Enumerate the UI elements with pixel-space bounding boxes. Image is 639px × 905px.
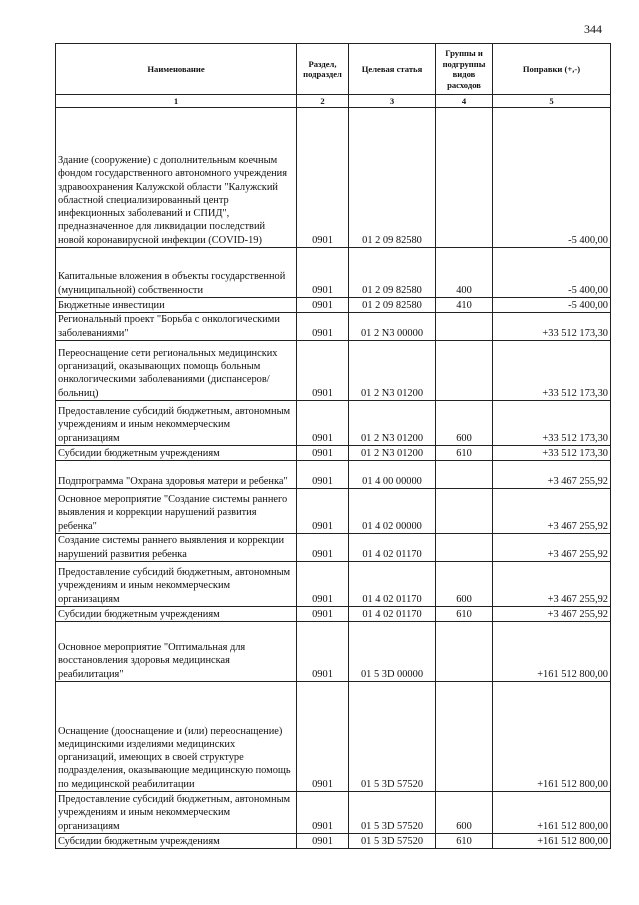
row-group-cell: 600 [436, 792, 493, 834]
row-section-cell: 0901 [297, 534, 349, 562]
row-group-cell [436, 534, 493, 562]
row-section-cell: 0901 [297, 108, 349, 248]
row-name-cell: Предоставление субсидий бюджетным, автономным учреждениям и иным некоммерческим организациям [56, 562, 297, 607]
row-group-cell [436, 313, 493, 341]
budget-table [55, 43, 611, 849]
row-article-cell: 01 4 02 01170 [349, 534, 436, 562]
row-name-cell: Субсидии бюджетным учреждениям [56, 607, 297, 622]
row-article-cell: 01 2 N3 00000 [349, 313, 436, 341]
row-name-cell: Создание системы раннего выявления и коррекции нарушений развития ребенка [56, 534, 297, 562]
row-group-cell [436, 461, 493, 489]
row-group-cell [436, 489, 493, 534]
table-row [56, 607, 611, 622]
column-number-row [56, 95, 611, 108]
table-row [56, 313, 611, 341]
table-row [56, 298, 611, 313]
row-group-cell [436, 341, 493, 401]
row-amount-cell: +33 512 173,30 [493, 446, 611, 461]
row-section-cell: 0901 [297, 792, 349, 834]
table-row [56, 534, 611, 562]
table-row [56, 792, 611, 834]
row-name-cell: Субсидии бюджетным учреждениям [56, 446, 297, 461]
row-article-cell: 01 2 09 82580 [349, 108, 436, 248]
row-section-cell: 0901 [297, 607, 349, 622]
row-amount-cell: +161 512 800,00 [493, 834, 611, 849]
row-name-cell: Основное мероприятие "Оптимальная для восстановления здоровья медицинская реабилитация" [56, 622, 297, 682]
row-amount-cell: +33 512 173,30 [493, 341, 611, 401]
row-amount-cell: +3 467 255,92 [493, 607, 611, 622]
table-row [56, 248, 611, 298]
row-article-cell: 01 5 3D 57520 [349, 834, 436, 849]
row-article-cell: 01 2 09 82580 [349, 248, 436, 298]
table-row [56, 446, 611, 461]
row-group-cell: 610 [436, 834, 493, 849]
row-section-cell: 0901 [297, 489, 349, 534]
table-row [56, 622, 611, 682]
row-name-cell: Капитальные вложения в объекты государственной (муниципальной) собственности [56, 248, 297, 298]
header-row [56, 44, 611, 95]
column-number: 5 [493, 95, 611, 108]
row-name-cell: Бюджетные инвестиции [56, 298, 297, 313]
row-section-cell: 0901 [297, 313, 349, 341]
header-groups: Группы и подгруппы видов расходов [436, 44, 493, 95]
row-article-cell: 01 2 N3 01200 [349, 446, 436, 461]
row-group-cell [436, 108, 493, 248]
table-row [56, 461, 611, 489]
row-section-cell: 0901 [297, 341, 349, 401]
column-number: 3 [349, 95, 436, 108]
row-name-cell: Оснащение (дооснащение и (или) переоснащение) медицинскими изделиями медицинских организаций, имеющих в своей структуре подразделения, оказывающие медицинскую помощь по медицинской реабилитации [56, 682, 297, 792]
table-row [56, 341, 611, 401]
table-row [56, 401, 611, 446]
header-article: Целевая статья [349, 44, 436, 95]
row-article-cell: 01 5 3D 00000 [349, 622, 436, 682]
table-row [56, 834, 611, 849]
table-row [56, 562, 611, 607]
row-name-cell: Переоснащение сети региональных медицинских организаций, оказывающих помощь больным онкологическими заболеваниями (диспансеров/больниц) [56, 341, 297, 401]
row-section-cell: 0901 [297, 682, 349, 792]
row-amount-cell: +161 512 800,00 [493, 792, 611, 834]
row-section-cell: 0901 [297, 562, 349, 607]
column-number: 1 [56, 95, 297, 108]
row-group-cell: 410 [436, 298, 493, 313]
row-section-cell: 0901 [297, 298, 349, 313]
header-amendments: Поправки (+,-) [493, 44, 611, 95]
row-section-cell: 0901 [297, 622, 349, 682]
header-name: Наименование [56, 44, 297, 95]
row-amount-cell: +161 512 800,00 [493, 682, 611, 792]
row-name-cell: Основное мероприятие "Создание системы раннего выявления и коррекции нарушений развития ребенка" [56, 489, 297, 534]
header-section: Раздел, подраздел [297, 44, 349, 95]
row-amount-cell: +33 512 173,30 [493, 401, 611, 446]
page-number: 344 [584, 22, 602, 36]
table-row [56, 682, 611, 792]
table-row [56, 489, 611, 534]
row-amount-cell: +3 467 255,92 [493, 534, 611, 562]
row-section-cell: 0901 [297, 446, 349, 461]
row-article-cell: 01 4 02 01170 [349, 562, 436, 607]
row-name-cell: Подпрограмма "Охрана здоровья матери и ребенка" [56, 461, 297, 489]
row-group-cell: 600 [436, 562, 493, 607]
row-amount-cell: +161 512 800,00 [493, 622, 611, 682]
column-number: 2 [297, 95, 349, 108]
row-section-cell: 0901 [297, 401, 349, 446]
row-group-cell: 600 [436, 401, 493, 446]
row-group-cell [436, 622, 493, 682]
row-group-cell: 610 [436, 446, 493, 461]
row-article-cell: 01 2 N3 01200 [349, 401, 436, 446]
row-group-cell: 400 [436, 248, 493, 298]
row-group-cell [436, 682, 493, 792]
column-number: 4 [436, 95, 493, 108]
row-article-cell: 01 5 3D 57520 [349, 792, 436, 834]
row-section-cell: 0901 [297, 834, 349, 849]
row-name-cell: Региональный проект "Борьба с онкологическими заболеваниями" [56, 313, 297, 341]
row-group-cell: 610 [436, 607, 493, 622]
row-name-cell: Здание (сооружение) с дополнительным коечным фондом государственного автономного учреждения здравоохранения Калужской области "Калужский областной специализированный центр инфекционных заболеваний и СПИД", предназначенное для ликвидации последствий новой коронавирусной инфекции (COVID-19) [56, 108, 297, 248]
row-article-cell: 01 4 02 01170 [349, 607, 436, 622]
row-name-cell: Субсидии бюджетным учреждениям [56, 834, 297, 849]
row-article-cell: 01 2 N3 01200 [349, 341, 436, 401]
row-amount-cell: -5 400,00 [493, 248, 611, 298]
row-article-cell: 01 4 00 00000 [349, 461, 436, 489]
row-article-cell: 01 2 09 82580 [349, 298, 436, 313]
table-body [56, 108, 611, 849]
row-name-cell: Предоставление субсидий бюджетным, автономным учреждениям и иным некоммерческим организациям [56, 792, 297, 834]
row-amount-cell: -5 400,00 [493, 108, 611, 248]
table-row [56, 108, 611, 248]
row-amount-cell: +3 467 255,92 [493, 461, 611, 489]
row-section-cell: 0901 [297, 461, 349, 489]
row-amount-cell: +3 467 255,92 [493, 489, 611, 534]
row-article-cell: 01 4 02 00000 [349, 489, 436, 534]
row-amount-cell: +3 467 255,92 [493, 562, 611, 607]
row-amount-cell: -5 400,00 [493, 298, 611, 313]
row-amount-cell: +33 512 173,30 [493, 313, 611, 341]
row-article-cell: 01 5 3D 57520 [349, 682, 436, 792]
row-section-cell: 0901 [297, 248, 349, 298]
row-name-cell: Предоставление субсидий бюджетным, автономным учреждениям и иным некоммерческим организациям [56, 401, 297, 446]
